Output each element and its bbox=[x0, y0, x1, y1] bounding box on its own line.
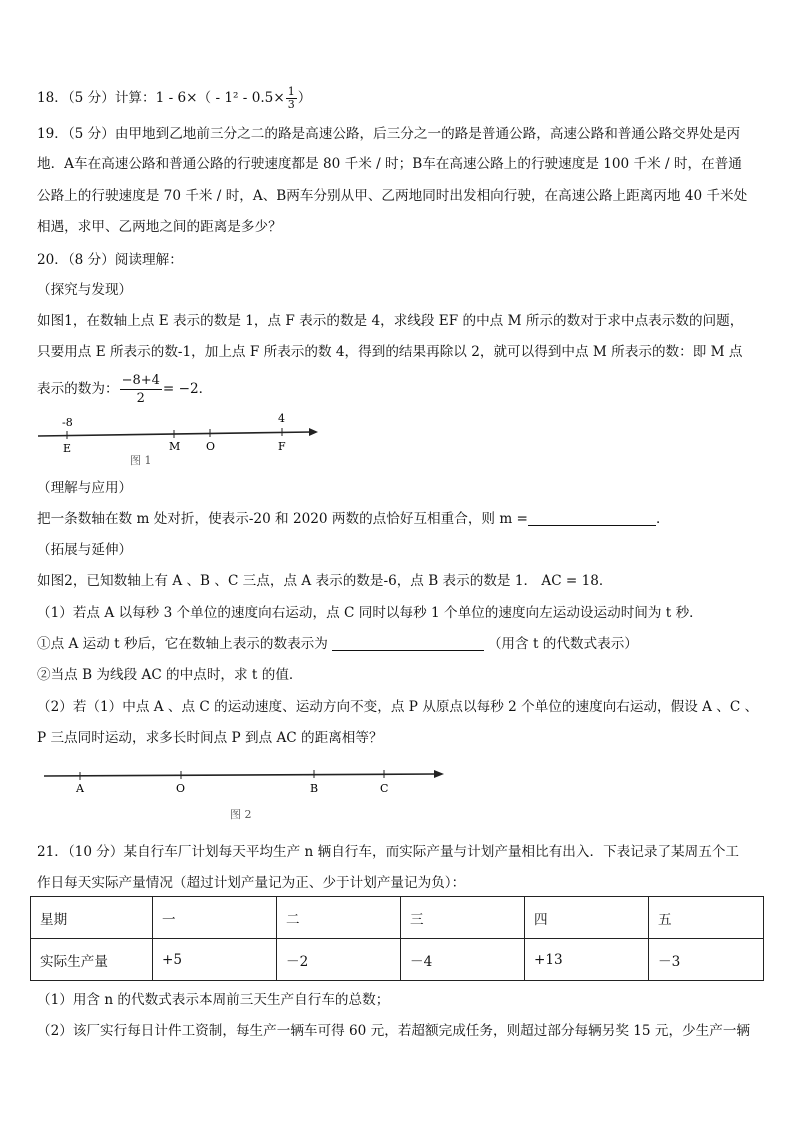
production-table bbox=[30, 896, 764, 981]
table-cell: 二 bbox=[277, 897, 401, 939]
q20-section-apply: （理解与应用） bbox=[37, 480, 133, 496]
table-cell: 一 bbox=[153, 897, 277, 939]
fig1-label-4: 4 bbox=[278, 412, 285, 425]
q20-apply-text: 把一条数轴在数 m 处对折，使表示-20 和 2020 两数的点恰好互相重合，则 m = bbox=[37, 511, 528, 527]
q20-apply-end: ． bbox=[655, 511, 670, 527]
q19-line-4: 相遇，求甲、乙两地之间的距离是多少？ bbox=[37, 219, 282, 235]
q20-heading: 20．（8 分）阅读理解： bbox=[37, 252, 183, 268]
q20-section-extend: （拓展与延伸） bbox=[37, 542, 133, 558]
q20-apply-line bbox=[37, 509, 764, 529]
fig1-axis bbox=[38, 432, 312, 436]
table-cell: －3 bbox=[649, 939, 764, 981]
q20-paragraph-2: 只要用点 E 所表示的数-1，加上点 F 所表示的数 4，得到的结果再除以 2，就可以得到中点 M 所表示的数：即 M 点 bbox=[37, 344, 743, 360]
answer-blank-m[interactable] bbox=[528, 511, 656, 526]
q18-fraction-denominator: 3 bbox=[287, 98, 295, 111]
q21-question-1: （1）用含 n 的代数式表示本周前三天生产自行车的总数； bbox=[37, 992, 390, 1008]
fig2-label-a: A bbox=[76, 782, 84, 795]
fig1-label-o: O bbox=[206, 440, 216, 453]
fig1-caption: 图 1 bbox=[130, 454, 152, 467]
table-cell: 三 bbox=[401, 897, 525, 939]
table-cell: 实际生产量 bbox=[31, 939, 153, 981]
table-row bbox=[31, 939, 764, 981]
q20-fraction-denominator: 2 bbox=[136, 391, 145, 406]
q18-fraction bbox=[286, 86, 297, 111]
fig2-caption: 图 2 bbox=[230, 808, 252, 821]
table-header-row bbox=[31, 897, 764, 939]
figure-2-number-line bbox=[40, 760, 460, 826]
fig2-label-c: C bbox=[380, 782, 389, 795]
table-cell: +13 bbox=[525, 939, 649, 981]
fig2-label-o: O bbox=[176, 782, 186, 795]
table-cell: +5 bbox=[153, 939, 277, 981]
q21-line-2: 作日每天实际产量情况（超过计划产量记为正、少于计划产量记为负）： bbox=[37, 875, 466, 891]
table-cell: －4 bbox=[401, 939, 525, 981]
figure-1-number-line bbox=[30, 408, 330, 468]
fig2-arrow bbox=[434, 770, 444, 778]
q20-p3-suffix: = −2． bbox=[162, 381, 213, 397]
q20-extend-line: 如图2，已知数轴上有 A 、B 、C 三点，点 A 表示的数是-6，点 B 表示的数是 1． AC = 18． bbox=[37, 573, 613, 589]
fig2-axis bbox=[44, 774, 436, 776]
answer-blank-expression[interactable] bbox=[332, 636, 484, 651]
fig1-arrow bbox=[309, 428, 318, 436]
table-cell: 四 bbox=[525, 897, 649, 939]
q20-sub1-text: ①点 A 运动 t 秒后，它在数轴上表示的数表示为 bbox=[37, 636, 328, 652]
q20-sub2: ②当点 B 为线段 AC 的中点时，求 t 的值． bbox=[37, 667, 303, 683]
q18-tail: ） bbox=[297, 90, 312, 106]
q19-line-1: 19．（5 分）由甲地到乙地前三分之二的路是高速公路，后三分之一的路是普通公路，高速公路和普通公路交界处是丙 bbox=[37, 126, 741, 142]
fig2-label-b: B bbox=[310, 782, 319, 795]
q20-p3-prefix: 表示的数为： bbox=[37, 381, 119, 397]
q18-text: 18．（5 分）计算：1 - 6×（ - 1² - 0.5× bbox=[37, 90, 285, 106]
q19-line-3: 公路上的行驶速度是 70 千米 / 时，A、B两车分别从甲、乙两地同时出发相向行驶，在高速公路上距离丙地 40 千米处 bbox=[37, 188, 748, 204]
q18-line bbox=[37, 86, 764, 111]
q19-line-2: 地．A车在高速公路和普通公路的行驶速度都是 80 千米 / 时；B车在高速公路上的行驶速度是 100 千米 / 时，在普通 bbox=[37, 156, 742, 172]
q20-midpoint-fraction bbox=[120, 372, 162, 407]
fig1-label-e: E bbox=[63, 442, 72, 455]
q21-line-1: 21．（10 分）某自行车厂计划每天平均生产 n 辆自行车，而实际产量与计划产量相比有出入．下表记录了某周五个工 bbox=[37, 844, 740, 860]
q20-paragraph-1: 如图1，在数轴上点 E 表示的数是 1，点 F 表示的数是 4，求线段 EF 的中点 M 所示的数对于求中点表示数的问题， bbox=[37, 313, 744, 329]
q20-sub1-line bbox=[37, 634, 764, 654]
q20-fraction-numerator: −8+4 bbox=[121, 373, 160, 388]
q18-fraction-numerator: 1 bbox=[287, 85, 295, 98]
table-cell: 五 bbox=[649, 897, 764, 939]
fig1-label-m: M bbox=[169, 440, 181, 453]
table-cell: 星期 bbox=[31, 897, 153, 939]
q20-paragraph-3 bbox=[37, 372, 764, 407]
q20-part2-line-2: P 三点同时运动，求多长时间点 P 到点 AC 的距离相等？ bbox=[37, 730, 383, 746]
table-cell: －2 bbox=[277, 939, 401, 981]
q20-part2-line-1: （2）若（1）中点 A 、点 C 的运动速度、运动方向不变，点 P 从原点以每秒 2 个单位的速度向右运动，假设 A 、C 、 bbox=[37, 699, 759, 715]
q20-section-explore: （探究与发现） bbox=[37, 282, 133, 298]
fig1-label-minus8: -8 bbox=[62, 416, 73, 429]
fig1-label-f: F bbox=[278, 440, 286, 453]
q20-sub1-suffix: （用含 t 的代数式表示） bbox=[487, 636, 638, 652]
q21-question-2: （2）该厂实行每日计件工资制，每生产一辆车可得 60 元，若超额完成任务，则超过部分每辆另奖 15 元，少生产一辆 bbox=[37, 1023, 751, 1039]
q20-part1: （1）若点 A 以每秒 3 个单位的速度向右运动，点 C 同时以每秒 1 个单位的速度向左运动设运动时间为 t 秒． bbox=[37, 605, 703, 621]
